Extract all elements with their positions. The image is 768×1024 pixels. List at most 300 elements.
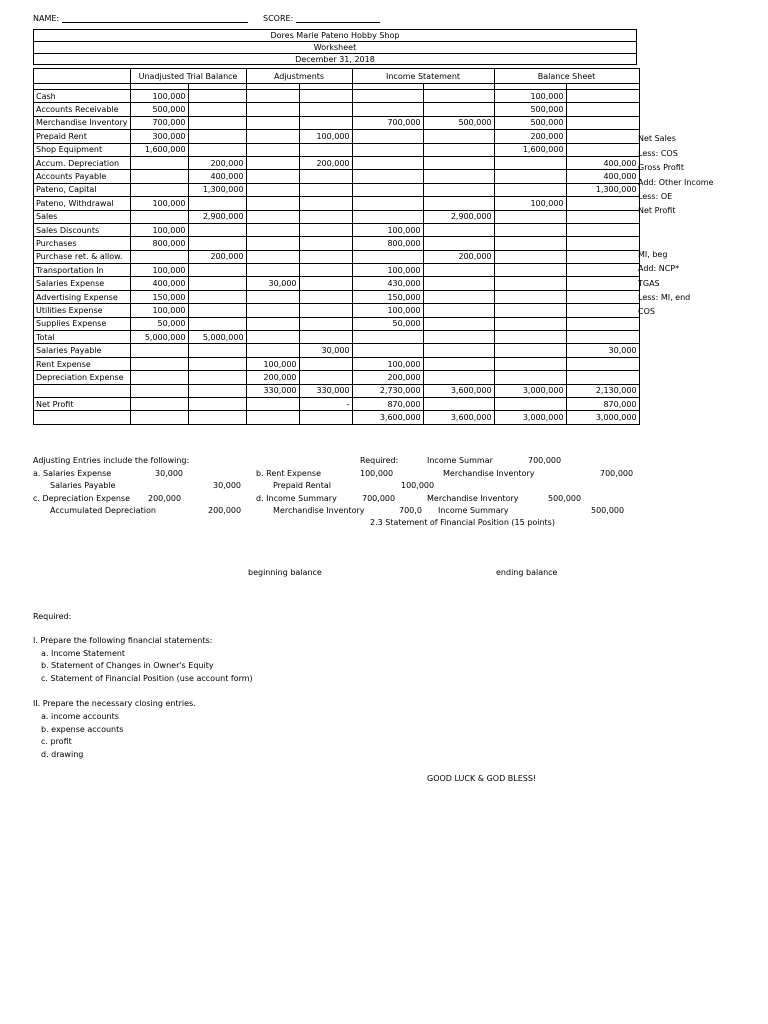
amount-cell [188, 344, 246, 357]
amount-cell: 100,000 [352, 223, 423, 236]
amount-cell [188, 130, 246, 143]
amount-cell: 100,000 [130, 304, 188, 317]
amount-cell: 100,000 [130, 197, 188, 210]
amount-cell [246, 304, 299, 317]
amount-cell [494, 304, 566, 317]
note-gross-profit: Gross Profit [638, 163, 684, 172]
amount-cell [566, 357, 639, 370]
amount-cell [423, 156, 494, 169]
amount-cell [566, 331, 639, 344]
amount-cell [130, 210, 188, 223]
amount-cell [299, 371, 352, 384]
amount-cell: 150,000 [130, 290, 188, 303]
amount-cell [352, 103, 423, 116]
amount-cell: 3,000,000 [566, 411, 639, 424]
amount-cell: 200,000 [494, 130, 566, 143]
amount-cell [423, 317, 494, 330]
amount-cell [352, 130, 423, 143]
amount-cell [130, 357, 188, 370]
amount-cell [494, 237, 566, 250]
account-name-cell: Accounts Receivable [34, 103, 131, 116]
amount-cell [246, 290, 299, 303]
amount-cell [188, 290, 246, 303]
amount-cell: 400,000 [188, 170, 246, 183]
amount-cell: 200,000 [188, 156, 246, 169]
amount-cell [299, 170, 352, 183]
table-row [34, 317, 640, 330]
amount-cell: 400,000 [566, 156, 639, 169]
amount-cell [188, 197, 246, 210]
amount-cell: 1,600,000 [130, 143, 188, 156]
amount-cell [423, 264, 494, 277]
amount-cell [566, 90, 639, 103]
amount-cell: 30,000 [246, 277, 299, 290]
amount-cell [188, 357, 246, 370]
amount-cell: 1,300,000 [566, 183, 639, 196]
account-name-cell: Net Profit [34, 397, 131, 410]
account-name-cell: Cash [34, 90, 131, 103]
worksheet-body [34, 90, 640, 425]
adj-a-label: a. Salaries Expense [33, 469, 112, 478]
amount-cell [352, 331, 423, 344]
note-cos: COS [638, 307, 655, 316]
account-name-cell: Advertising Expense [34, 290, 131, 303]
amount-cell [246, 210, 299, 223]
instructions-part1: I. Prepare the following financial statements: [33, 636, 213, 645]
amount-cell: 100,000 [246, 357, 299, 370]
amount-cell [188, 317, 246, 330]
amount-cell [423, 170, 494, 183]
amount-cell [423, 197, 494, 210]
table-row [34, 277, 640, 290]
note-tgas: TGAS [638, 279, 660, 288]
col-income-statement: Income Statement [352, 69, 494, 84]
amount-cell: 200,000 [246, 371, 299, 384]
amount-cell [352, 90, 423, 103]
amount-cell [188, 304, 246, 317]
adj-a-amount: 30,000 [155, 469, 183, 478]
amount-cell: 5,000,000 [130, 331, 188, 344]
amount-cell [494, 210, 566, 223]
amount-cell: 30,000 [299, 344, 352, 357]
amount-cell [188, 264, 246, 277]
amount-cell [130, 397, 188, 410]
amount-cell: 300,000 [130, 130, 188, 143]
amount-cell [188, 103, 246, 116]
amount-cell [246, 223, 299, 236]
amount-cell [246, 331, 299, 344]
amount-cell: 100,000 [352, 264, 423, 277]
closing-income-summary: Income Summar [427, 456, 493, 465]
amount-cell: 100,000 [130, 223, 188, 236]
instructions-p1c: c. Statement of Financial Position (use account form) [41, 674, 253, 683]
amount-cell [423, 237, 494, 250]
account-name-cell: Transportation In [34, 264, 131, 277]
account-name-cell: Sales [34, 210, 131, 223]
ending-balance: ending balance [496, 568, 558, 577]
amount-cell [246, 397, 299, 410]
amount-cell [423, 357, 494, 370]
amount-cell [566, 277, 639, 290]
amount-cell [566, 264, 639, 277]
col-trial-balance: Unadjusted Trial Balance [130, 69, 246, 84]
amount-cell [130, 183, 188, 196]
score-blank[interactable] [296, 22, 380, 23]
table-row [34, 90, 640, 103]
amount-cell [130, 170, 188, 183]
amount-cell [188, 116, 246, 129]
instructions-required: Required: [33, 612, 72, 621]
amount-cell: 100,000 [130, 90, 188, 103]
adj-b-label: b. Rent Expense [256, 469, 321, 478]
amount-cell [423, 183, 494, 196]
adj-a-credit-amount: 30,000 [213, 481, 241, 490]
amount-cell [494, 250, 566, 263]
amount-cell [299, 264, 352, 277]
amount-cell [494, 264, 566, 277]
amount-cell [246, 264, 299, 277]
note-mi-beg: MI, beg [638, 250, 668, 259]
amount-cell [352, 344, 423, 357]
table-row [34, 103, 640, 116]
amount-cell [352, 156, 423, 169]
amount-cell: 200,000 [299, 156, 352, 169]
table-row [34, 397, 640, 410]
account-name-cell: Purchase ret. & allow. [34, 250, 131, 263]
adj-a-credit: Salaries Payable [50, 481, 116, 490]
adj-b-credit-amount: 100,000 [401, 481, 435, 490]
amount-cell: 200,000 [423, 250, 494, 263]
col-adjustments: Adjustments [246, 69, 352, 84]
amount-cell [352, 170, 423, 183]
account-name-cell: Merchandise Inventory [34, 116, 131, 129]
adj-c-credit-amount: 200,000 [208, 506, 242, 515]
amount-cell: 100,000 [352, 304, 423, 317]
account-name-cell: Supplies Expense [34, 317, 131, 330]
amount-cell: - [299, 397, 352, 410]
instructions-p1a: a. Income Statement [41, 649, 126, 658]
amount-cell: 330,000 [299, 384, 352, 397]
account-name-cell [34, 384, 131, 397]
adj-d-label: d. Income Summary [256, 494, 337, 503]
name-label: NAME: [33, 14, 60, 23]
adj-c-label: c. Depreciation Expense [33, 494, 131, 503]
amount-cell [352, 250, 423, 263]
amount-cell [299, 290, 352, 303]
amount-cell [352, 197, 423, 210]
account-name-cell: Accum. Depreciation [34, 156, 131, 169]
amount-cell [130, 384, 188, 397]
table-row [34, 156, 640, 169]
amount-cell [566, 223, 639, 236]
amount-cell: 100,000 [494, 197, 566, 210]
table-row [34, 331, 640, 344]
account-name-cell: Accounts Payable [34, 170, 131, 183]
table-row [34, 130, 640, 143]
amount-cell [423, 90, 494, 103]
account-name-cell: Sales Discounts [34, 223, 131, 236]
amount-cell [566, 250, 639, 263]
amount-cell: 700,000 [352, 116, 423, 129]
amount-cell [299, 237, 352, 250]
instructions-p2c: c. profit [41, 737, 72, 746]
amount-cell: 200,000 [188, 250, 246, 263]
table-row [34, 116, 640, 129]
account-name-cell: Pateno, Withdrawal [34, 197, 131, 210]
amount-cell [299, 277, 352, 290]
amount-cell [246, 130, 299, 143]
amount-cell: 150,000 [352, 290, 423, 303]
amount-cell [299, 90, 352, 103]
amount-cell [188, 237, 246, 250]
amount-cell: 800,000 [130, 237, 188, 250]
amount-cell [130, 371, 188, 384]
account-name-cell: Shop Equipment [34, 143, 131, 156]
amount-cell [188, 384, 246, 397]
table-row [34, 357, 640, 370]
adj-d-amount: 700,000 [362, 494, 396, 503]
adj-c-amount: 200,000 [148, 494, 182, 503]
closing-income-summary-2-amount: 500,000 [591, 506, 625, 515]
account-name-cell: Purchases [34, 237, 131, 250]
amount-cell: 500,000 [494, 116, 566, 129]
table-row [34, 290, 640, 303]
adjusting-title: Adjusting Entries include the following: [33, 456, 190, 465]
amount-cell [299, 250, 352, 263]
amount-cell [299, 317, 352, 330]
amount-cell [494, 183, 566, 196]
amount-cell [494, 156, 566, 169]
instructions-p2b: b. expense accounts [41, 725, 124, 734]
amount-cell: 330,000 [246, 384, 299, 397]
amount-cell [566, 143, 639, 156]
amount-cell [246, 116, 299, 129]
amount-cell: 2,900,000 [423, 210, 494, 223]
amount-cell [494, 277, 566, 290]
amount-cell [566, 371, 639, 384]
amount-cell [423, 344, 494, 357]
amount-cell [130, 344, 188, 357]
amount-cell: 2,730,000 [352, 384, 423, 397]
account-name-cell: Rent Expense [34, 357, 131, 370]
amount-cell [423, 130, 494, 143]
amount-cell: 100,000 [299, 130, 352, 143]
amount-cell: 870,000 [352, 397, 423, 410]
document-date: December 31, 2018 [33, 53, 637, 65]
footer-message: GOOD LUCK & GOD BLESS! [427, 774, 537, 783]
adj-c-credit: Accumulated Depreciation [50, 506, 156, 515]
table-row [34, 411, 640, 424]
amount-cell [494, 290, 566, 303]
account-name-cell: Utilities Expense [34, 304, 131, 317]
amount-cell [494, 397, 566, 410]
amount-cell: 1,300,000 [188, 183, 246, 196]
note-net-sales: Net Sales [638, 134, 676, 143]
amount-cell [423, 304, 494, 317]
amount-cell [494, 371, 566, 384]
amount-cell [566, 103, 639, 116]
adj-d-credit-amount: 700,0 [399, 506, 422, 515]
amount-cell [494, 223, 566, 236]
table-row [34, 304, 640, 317]
amount-cell [352, 210, 423, 223]
amount-cell [299, 331, 352, 344]
table-row [34, 250, 640, 263]
amount-cell: 500,000 [130, 103, 188, 116]
amount-cell: 5,000,000 [188, 331, 246, 344]
closing-merch-inventory: Merchandise Inventory [443, 469, 535, 478]
table-row [34, 223, 640, 236]
amount-cell [130, 156, 188, 169]
account-name-cell: Salaries Expense [34, 277, 131, 290]
amount-cell [566, 197, 639, 210]
amount-cell [423, 277, 494, 290]
amount-cell [246, 237, 299, 250]
amount-cell: 3,600,000 [423, 384, 494, 397]
amount-cell [130, 411, 188, 424]
amount-cell: 2,130,000 [566, 384, 639, 397]
table-row [34, 197, 640, 210]
amount-cell [246, 183, 299, 196]
amount-cell [299, 223, 352, 236]
worksheet-table [33, 68, 640, 425]
note-add-ncp: Add: NCP* [638, 264, 680, 273]
amount-cell [566, 237, 639, 250]
amount-cell [188, 277, 246, 290]
table-row [34, 143, 640, 156]
note-less-cos: Less: COS [638, 149, 678, 158]
amount-cell [246, 143, 299, 156]
amount-cell [494, 344, 566, 357]
amount-cell [130, 250, 188, 263]
amount-cell: 700,000 [130, 116, 188, 129]
amount-cell [246, 411, 299, 424]
required-label-top: Required: [360, 456, 399, 465]
amount-cell: 800,000 [352, 237, 423, 250]
score-label: SCORE: [263, 14, 294, 23]
amount-cell: 50,000 [352, 317, 423, 330]
amount-cell [566, 290, 639, 303]
table-row [34, 344, 640, 357]
amount-cell [246, 103, 299, 116]
amount-cell [299, 116, 352, 129]
amount-cell [299, 103, 352, 116]
adj-b-amount: 100,000 [360, 469, 394, 478]
table-row [34, 264, 640, 277]
amount-cell [188, 90, 246, 103]
amount-cell [423, 143, 494, 156]
amount-cell [188, 411, 246, 424]
amount-cell: 870,000 [566, 397, 639, 410]
amount-cell: 400,000 [130, 277, 188, 290]
sfp-points: 2.3 Statement of Financial Position (15 points) [370, 518, 555, 527]
amount-cell: 100,000 [494, 90, 566, 103]
amount-cell [246, 250, 299, 263]
table-row [34, 183, 640, 196]
name-blank[interactable] [62, 22, 248, 23]
amount-cell: 100,000 [352, 357, 423, 370]
amount-cell: 3,000,000 [494, 384, 566, 397]
amount-cell [566, 304, 639, 317]
instructions-p1b: b. Statement of Changes in Owner's Equity [41, 661, 214, 670]
amount-cell: 500,000 [423, 116, 494, 129]
table-row [34, 384, 640, 397]
table-row [34, 237, 640, 250]
amount-cell [246, 317, 299, 330]
instructions-p2a: a. income accounts [41, 712, 119, 721]
note-add-other-income: Add: Other Income [638, 178, 714, 187]
col-balance-sheet: Balance Sheet [494, 69, 639, 84]
amount-cell [299, 411, 352, 424]
account-name-cell [34, 411, 131, 424]
closing-income-summary-amount: 700,000 [528, 456, 562, 465]
amount-cell [566, 116, 639, 129]
note-less-mi-end: Less: MI, end [638, 293, 691, 302]
amount-cell [299, 197, 352, 210]
header-blank [34, 69, 131, 84]
amount-cell: 1,600,000 [494, 143, 566, 156]
amount-cell [299, 304, 352, 317]
account-name-cell: Depreciation Expense [34, 371, 131, 384]
amount-cell: 430,000 [352, 277, 423, 290]
closing-merch-inventory-2-amount: 500,000 [548, 494, 582, 503]
amount-cell: 2,900,000 [188, 210, 246, 223]
beginning-balance: beginning balance [248, 568, 322, 577]
amount-cell [299, 143, 352, 156]
amount-cell: 100,000 [130, 264, 188, 277]
amount-cell [188, 371, 246, 384]
amount-cell [566, 130, 639, 143]
closing-merch-inventory-2: Merchandise Inventory [427, 494, 519, 503]
amount-cell [423, 223, 494, 236]
closing-merch-inventory-amount: 700,000 [600, 469, 634, 478]
amount-cell [494, 170, 566, 183]
account-name-cell: Prepaid Rent [34, 130, 131, 143]
amount-cell [188, 397, 246, 410]
amount-cell [188, 223, 246, 236]
document-title: Worksheet [33, 41, 637, 53]
amount-cell [352, 183, 423, 196]
amount-cell [566, 317, 639, 330]
amount-cell [299, 357, 352, 370]
amount-cell [246, 170, 299, 183]
note-net-profit: Net Profit [638, 206, 676, 215]
amount-cell [423, 290, 494, 303]
amount-cell [423, 331, 494, 344]
account-name-cell: Salaries Payable [34, 344, 131, 357]
amount-cell [246, 344, 299, 357]
amount-cell [494, 317, 566, 330]
amount-cell: 3,600,000 [423, 411, 494, 424]
company-name: Dores Marie Pateno Hobby Shop [33, 29, 637, 41]
amount-cell [423, 103, 494, 116]
amount-cell [299, 183, 352, 196]
account-name-cell: Pateno, Capital [34, 183, 131, 196]
instructions-p2d: d. drawing [41, 750, 84, 759]
amount-cell: 30,000 [566, 344, 639, 357]
closing-income-summary-2: Income Summary [438, 506, 509, 515]
amount-cell [246, 197, 299, 210]
amount-cell [423, 371, 494, 384]
amount-cell: 200,000 [352, 371, 423, 384]
amount-cell: 3,000,000 [494, 411, 566, 424]
adj-b-credit: Prepaid Rental [273, 481, 331, 490]
amount-cell [352, 143, 423, 156]
adj-d-credit: Merchandise Inventory [273, 506, 365, 515]
amount-cell [246, 156, 299, 169]
table-row [34, 210, 640, 223]
amount-cell: 500,000 [494, 103, 566, 116]
